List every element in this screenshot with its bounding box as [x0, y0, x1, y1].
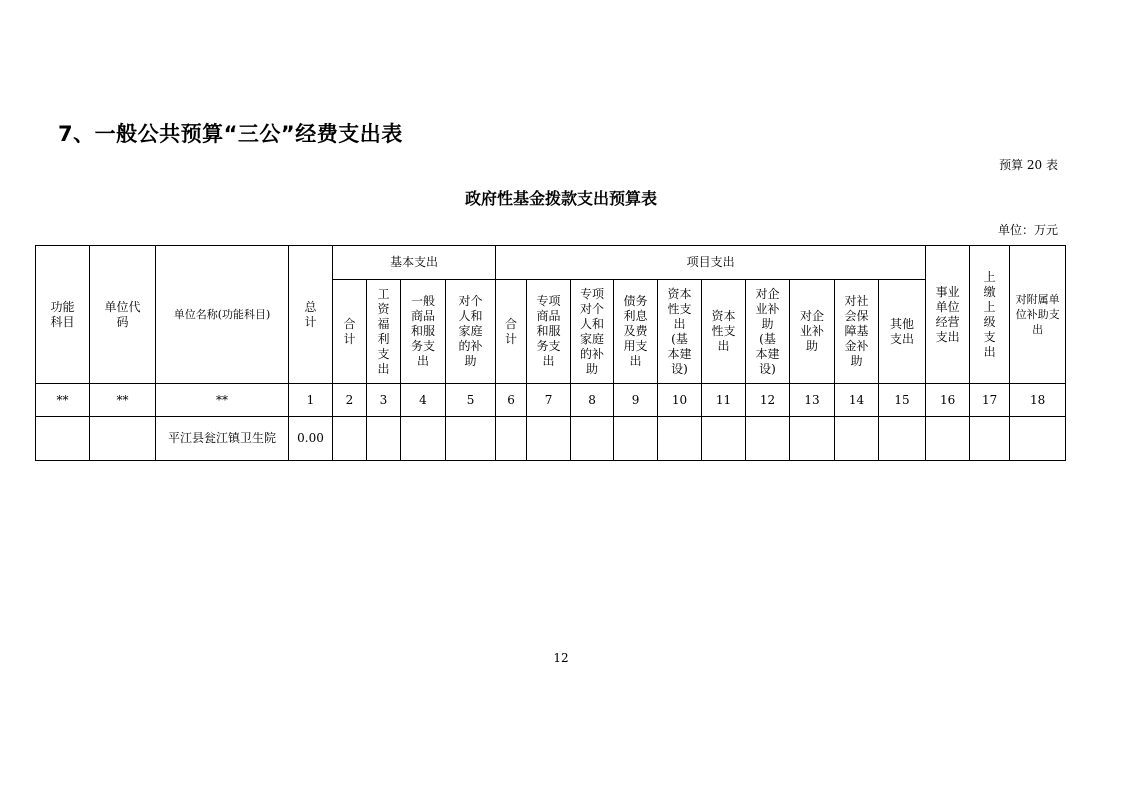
header-social-security: 对社会保障基金补助	[835, 280, 879, 384]
header-special-goods: 专项商品和服务支出	[527, 280, 571, 384]
empty-cell	[658, 417, 702, 461]
table-row	[36, 417, 1066, 461]
header-func-subject: 功能科目	[36, 246, 90, 384]
empty-cell	[746, 417, 790, 461]
header-capital: 资本性支出	[702, 280, 746, 384]
index-cell: 4	[401, 384, 446, 417]
table-title: 政府性基金拨款支出预算表	[464, 189, 657, 208]
empty-cell	[879, 417, 926, 461]
page-number: 12	[553, 651, 569, 665]
header-enterprise-construction: 对企业补助(基本建设)	[746, 280, 790, 384]
index-cell: 18	[1010, 384, 1066, 417]
empty-cell	[614, 417, 658, 461]
header-affiliate-subsidy: 对附属单位补助支出	[1010, 246, 1066, 384]
empty-cell	[496, 417, 527, 461]
budget-table	[35, 245, 1066, 461]
index-cell: 7	[527, 384, 571, 417]
header-project-subtotal: 合计	[496, 280, 527, 384]
header-basic-expenditure: 基本支出	[333, 246, 496, 280]
empty-cell	[401, 417, 446, 461]
cell-unit-code	[90, 417, 156, 461]
index-cell: 14	[835, 384, 879, 417]
empty-cell	[970, 417, 1010, 461]
index-cell: 9	[614, 384, 658, 417]
header-personal-subsidy: 对个人和家庭的补助	[446, 280, 496, 384]
header-other: 其他支出	[879, 280, 926, 384]
empty-cell	[702, 417, 746, 461]
table-number: 预算 20 表	[999, 158, 1058, 172]
index-cell: 13	[790, 384, 835, 417]
index-cell: 1	[289, 384, 333, 417]
header-unit-code: 单位代码	[90, 246, 156, 384]
index-cell: 12	[746, 384, 790, 417]
index-cell: **	[90, 384, 156, 417]
index-cell: 11	[702, 384, 746, 417]
header-business-operation: 事业单位经营支出	[926, 246, 970, 384]
empty-cell	[367, 417, 401, 461]
header-debt-interest: 债务利息及费用支出	[614, 280, 658, 384]
header-goods-services: 一般商品和服务支出	[401, 280, 446, 384]
index-cell: 6	[496, 384, 527, 417]
empty-cell	[790, 417, 835, 461]
empty-cell	[1010, 417, 1066, 461]
index-cell: 8	[571, 384, 614, 417]
index-cell: 15	[879, 384, 926, 417]
section-title: 7、一般公共预算“三公”经费支出表	[58, 122, 403, 146]
header-enterprise-subsidy: 对企业补助	[790, 280, 835, 384]
empty-cell	[446, 417, 496, 461]
empty-cell	[571, 417, 614, 461]
index-cell: 5	[446, 384, 496, 417]
index-cell: **	[156, 384, 289, 417]
empty-cell	[527, 417, 571, 461]
header-project-expenditure: 项目支出	[496, 246, 926, 280]
index-cell: 17	[970, 384, 1010, 417]
cell-unit-name: 平江县瓮江镇卫生院	[156, 417, 289, 461]
cell-func-subject	[36, 417, 90, 461]
index-cell: 16	[926, 384, 970, 417]
header-total: 总计	[289, 246, 333, 384]
index-row	[36, 384, 1066, 417]
header-basic-subtotal: 合计	[333, 280, 367, 384]
header-wages: 工资福利支出	[367, 280, 401, 384]
header-project-personal: 专项对个人和家庭的补助	[571, 280, 614, 384]
unit-label: 单位：万元	[997, 223, 1058, 237]
header-upper-payment: 上缴上级支出	[970, 246, 1010, 384]
empty-cell	[926, 417, 970, 461]
header-capital-construction: 资本性支出(基本建设)	[658, 280, 702, 384]
header-unit-name: 单位名称(功能科目)	[156, 246, 289, 384]
empty-cell	[835, 417, 879, 461]
index-cell: 3	[367, 384, 401, 417]
empty-cell	[333, 417, 367, 461]
index-cell: 2	[333, 384, 367, 417]
index-cell: **	[36, 384, 90, 417]
cell-total: 0.00	[289, 417, 333, 461]
index-cell: 10	[658, 384, 702, 417]
